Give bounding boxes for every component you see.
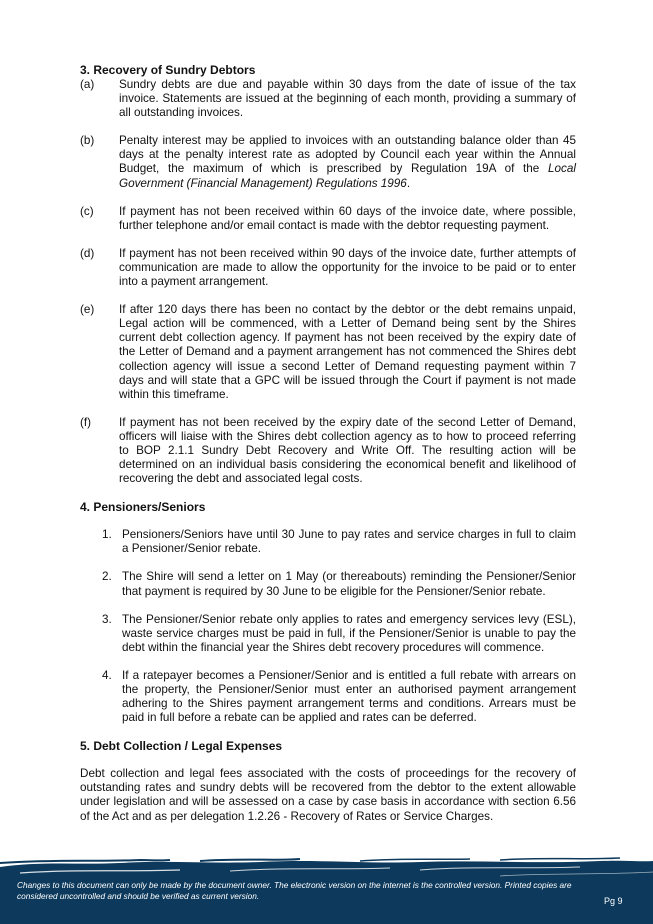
list-text: If payment has not been received within 60 days of the invoice date, where possible, further telephone and/or email contact is made with the debtor requesting payment.	[119, 204, 576, 232]
list-text: If payment has not been received by the expiry date of the second Letter of Demand, officers will liaise with the Shires debt collection agency as to how to proceed referring to BOP 2.1.1 Sundry Debt Recovery and Write Off. The resulting action will be determined on an individual basis considering the economical benefit and likelihood of recovering the debt and associated legal costs.	[119, 415, 576, 486]
list-item	[80, 205, 576, 233]
page-content	[80, 63, 576, 824]
list-item	[80, 570, 576, 598]
list-item	[80, 247, 576, 289]
list-text-main: Penalty interest may be applied to invoices with an outstanding balance older than 45 days at the penalty interest rate as adopted by Council each year within the Annual Budget, the maximum of which is prescribed by Regulation 19A of the	[119, 134, 576, 176]
list-label: (a)	[80, 78, 95, 91]
list-text: The Pensioner/Senior rebate only applies to rates and emergency services levy (ESL), waste service charges must be paid in full, if the Pensioner/Senior is unable to pay the debt within the financial year the Shires debt recovery procedures will commence.	[122, 612, 576, 654]
list-text: Sundry debts are due and payable within 30 days from the date of issue of the tax invoice. Statements are issued at the beginning of each month, providing a summary of all outstanding invoices.	[119, 78, 576, 120]
list-text: Pensioners/Seniors have until 30 June to pay rates and service charges in full to claim a Pensioner/Senior rebate.	[122, 528, 576, 556]
section-heading-debt-collection: 5. Debt Collection / Legal Expenses	[80, 739, 283, 754]
list-label: (c)	[80, 204, 94, 218]
list-text: If after 120 days there has been no contact by the debtor or the debt remains unpaid, Legal action will be commenced, with a Letter of Demand being sent by the Shires current debt collection agency. If payment has not been received by the expiry date of the Letter of Demand and a payment arrangement has not commenced the Shires debt collection agency will issue a second Letter of Demand requesting payment within 7 days and will state that a GPC will be issued through the Court if payment is not made within this timeframe.	[119, 303, 576, 401]
list-label: (e)	[80, 303, 95, 317]
list-label: 3.	[102, 612, 112, 626]
list-item	[80, 416, 576, 486]
list-label: (f)	[80, 415, 92, 429]
regulation-title: Local Government (Financial Management) Regulations 1996	[119, 162, 576, 190]
list-label: (b)	[80, 134, 95, 148]
list-item	[80, 134, 576, 190]
list-text: If a ratepayer becomes a Pensioner/Senior and is entitled a full rebate with arrears on the property, the Pensioner/Senior must enter an authorised payment arrangement adhering to the Shires payment arrangement terms and conditions. Arrears must be paid in full before a rebate can be applied and rates can be deferred.	[122, 668, 576, 725]
list-label: 4.	[102, 668, 112, 682]
list-label: 2.	[102, 570, 112, 584]
footer-notice: Changes to this document can only be made by the document owner. The electronic version on the internet is the controlled version. Printed copies are considered uncontrolled and should be verified as current version.	[17, 880, 572, 901]
list-text	[119, 134, 576, 190]
section-heading-pensioners-seniors: 4. Pensioners/Seniors	[80, 500, 206, 515]
list-item	[80, 78, 576, 120]
list-label: (d)	[80, 246, 95, 260]
list-text: The Shire will send a letter on 1 May (or thereabouts) reminding the Pensioner/Senior that payment is required by 30 June to be eligible for the Pensioner/Senior rebate.	[122, 570, 576, 598]
page-number: Pg 9	[604, 896, 623, 906]
list-label: 1.	[102, 528, 112, 542]
list-text: If payment has not been received within 90 days of the invoice date, further attempts of communication are made to allow the opportunity for the invoice to be paid or to enter into a payment arrangement.	[119, 246, 576, 289]
list-item	[80, 303, 576, 402]
list-item	[80, 528, 576, 556]
debt-collection-paragraph: Debt collection and legal fees associated with the costs of proceedings for the recovery of outstanding rates and sundry debts will be recovered from the debtor to the extent allowable under legislation and will be assessed on a case by case basis in accordance with section 6.56 of the Act and as per delegation 1.2.26 - Recovery of Rates or Service Charges.	[80, 767, 576, 823]
list-text-tail: .	[406, 176, 411, 190]
section-heading-recovery-sundry-debtors: 3. Recovery of Sundry Debtors	[80, 63, 256, 77]
list-item	[80, 669, 576, 725]
list-item	[80, 613, 576, 655]
